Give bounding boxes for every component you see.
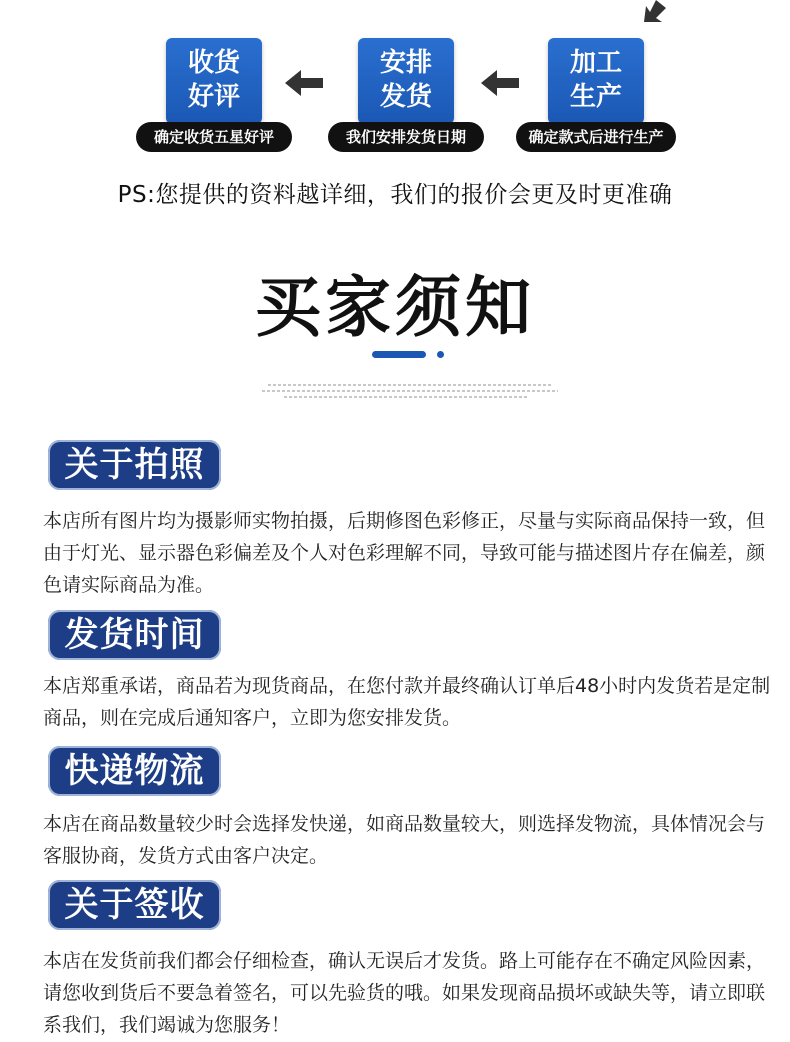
- arrow-left-icon: [481, 68, 521, 98]
- step-line1: 安排: [379, 48, 432, 78]
- process-flow: [0, 0, 790, 160]
- arrow-left-icon: [285, 68, 325, 98]
- step-caption: 我们安排发货日期: [328, 122, 484, 152]
- step-production: [548, 38, 644, 124]
- section-body-shipping-time: 本店郑重承诺，商品若为现货商品，在您付款并最终确认订单后48小时内发货若是定制商品，则在完成后通知客户，立即为您安排发货。: [43, 675, 771, 729]
- title-underline-bar: [372, 351, 426, 358]
- title-underline-dot: [437, 351, 444, 358]
- decorative-dotted-line: [262, 390, 558, 392]
- section-heading-shipping-time: 发货时间: [48, 610, 221, 660]
- decorative-dotted-line: [284, 396, 528, 398]
- step-line1: 收货: [187, 48, 240, 78]
- step-caption: 确定款式后进行生产: [516, 122, 676, 152]
- decorative-dotted-line: [268, 384, 552, 386]
- step-box: [166, 38, 262, 124]
- section-heading-signing: 关于签收: [48, 880, 221, 930]
- section-body-signing: 本店在发货前我们都会仔细检查，确认无误后才发货。路上可能存在不确定风险因素，请您收到货后不要急着签名，可以先验货的哦。如果发现商品损坏或缺失等，请立即联系我们，我们竭诚为您服务！: [43, 950, 766, 1036]
- step-line2: 好评: [187, 82, 240, 112]
- section-body-logistics: 本店在商品数量较少时会选择发快递，如商品数量较大，则选择发物流，具体情况会与客服协商，发货方式由客户决定。: [43, 813, 766, 867]
- step-line2: 生产: [569, 82, 622, 112]
- step-box: [548, 38, 644, 124]
- step-caption: 确定收货五星好评: [136, 122, 292, 152]
- page-title: 买家须知: [255, 269, 535, 346]
- step-box: [358, 38, 454, 124]
- ps-note: PS:您提供的资料越详细，我们的报价会更及时更准确: [117, 182, 673, 208]
- section-heading-photos: 关于拍照: [48, 440, 221, 490]
- section-body-photos: 本店所有图片均为摄影师实物拍摄，后期修图色彩修正，尽量与实际商品保持一致，但由于灯光、显示器色彩偏差及个人对色彩理解不同，导致可能与描述图片存在偏差，颜色请实际商品为准。: [43, 510, 766, 596]
- step-receive-review: [166, 38, 262, 124]
- step-line2: 发货: [379, 82, 432, 112]
- step-arrange-shipping: [358, 38, 454, 124]
- section-heading-logistics: 快递物流: [48, 746, 221, 796]
- step-line1: 加工: [569, 48, 622, 78]
- arrow-down-left-icon: [636, 0, 666, 26]
